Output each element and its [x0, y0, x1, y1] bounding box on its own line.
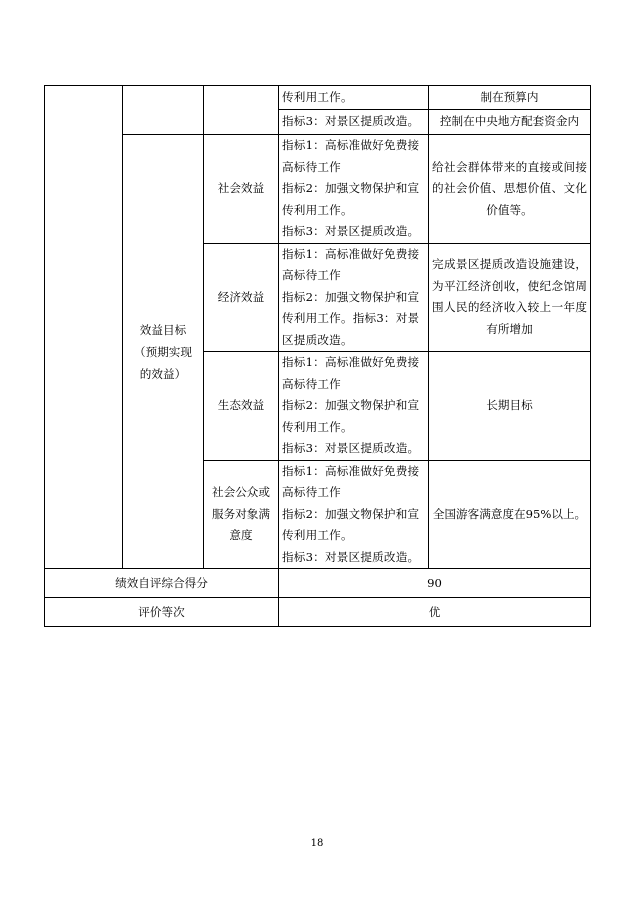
grade-label: 评价等次: [45, 598, 279, 627]
target-cell: [429, 135, 591, 244]
indicator-cell: 传利用工作。: [279, 86, 429, 110]
indicator-cell: [279, 460, 429, 569]
indicator-text: 指标1：高标准做好免费接高标待工作 指标2：加强文物保护和宣传利用工作。 指标3：对景区提质改造。: [282, 463, 420, 564]
performance-table: [44, 85, 591, 627]
target-text: 完成景区提质改造设施建设，为平江经济创收，使纪念馆周围人民的经济收入较上一年度有所增加: [432, 257, 587, 336]
target-cell: 全国游客满意度在95%以上。: [429, 460, 591, 569]
benefit-category-economic: 经济效益: [204, 243, 279, 352]
indicator-cell: [279, 135, 429, 244]
grade-value: 优: [279, 598, 591, 627]
table-row: [45, 86, 591, 110]
blank-level1-cell: [123, 86, 204, 135]
indicator-text: 指标1：高标准做好免费接高标待工作 指标2：加强文物保护和宣传利用工作。 指标3：对景区提质改造。: [282, 355, 420, 455]
indicator-cell: [279, 243, 429, 352]
score-label: 绩效自评综合得分: [45, 569, 279, 598]
indicator-cell: 指标3：对景区提质改造。: [279, 110, 429, 135]
indicator-text: 指标1：高标准做好免费接高标待工作 指标2：加强文物保护和宣传利用工作。 指标3：对景区提质改造。: [282, 138, 420, 238]
score-value: 90: [279, 569, 591, 598]
target-cell: 控制在中央地方配套资金内: [429, 110, 591, 135]
blank-first-column-cell: [45, 86, 123, 569]
benefit-category-social: 社会效益: [204, 135, 279, 244]
table-row: [45, 135, 591, 244]
target-cell: [429, 243, 591, 352]
benefit-target-label: 效益目标（预期实现的效益）: [123, 135, 204, 569]
table-row: [45, 598, 591, 627]
page-number: 18: [310, 838, 324, 849]
blank-level2-cell: [204, 86, 279, 135]
benefit-category-satisfaction: 社会公众或服务对象满意度: [204, 460, 279, 569]
target-cell: 制在预算内: [429, 86, 591, 110]
target-text: 给社会群体带来的直接或间接的社会价值、思想价值、文化价值等。: [432, 159, 587, 217]
indicator-cell: [279, 352, 429, 461]
table-row: [45, 569, 591, 598]
target-cell: 长期目标: [429, 352, 591, 461]
indicator-text: 指标1：高标准做好免费接高标待工作 指标2：加强文物保护和宣传利用工作。指标3：对景区提质改造。: [282, 246, 420, 347]
benefit-category-ecological: 生态效益: [204, 352, 279, 461]
